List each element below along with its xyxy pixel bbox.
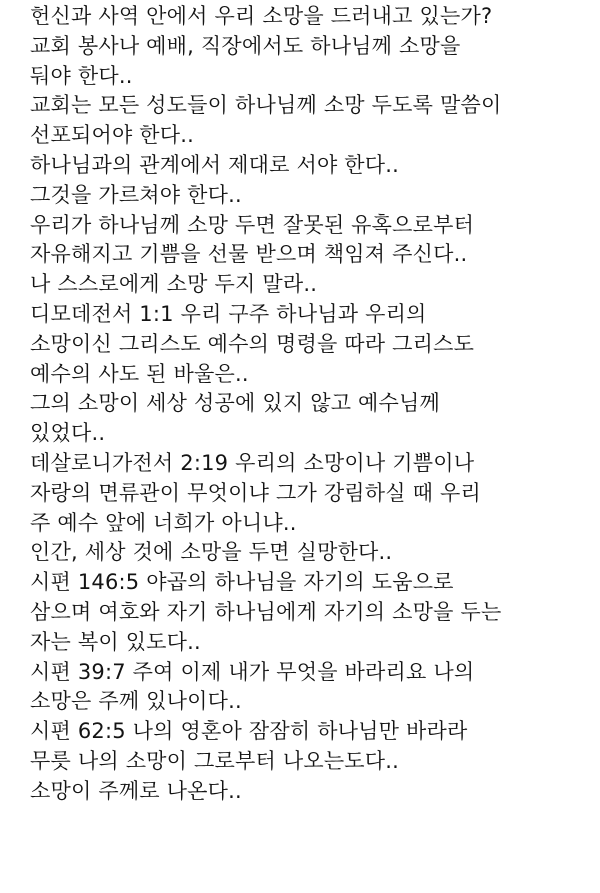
text-line: 우리가 하나님께 소망 두면 잘못된 유혹으로부터 — [30, 212, 475, 237]
text-line: 소망이신 그리스도 예수의 명령을 따라 그리스도 — [30, 331, 475, 356]
text-line: 자유해지고 기쁨을 선물 받으며 책임져 주신다.. — [30, 242, 468, 267]
text-line: 시편 39:7 주여 이제 내가 무엇을 바라리요 나의 — [30, 659, 475, 684]
text-line: 그의 소망이 세상 성공에 있지 않고 예수님께 — [30, 391, 440, 416]
text-line: 무릇 나의 소망이 그로부터 나오는도다.. — [30, 748, 400, 773]
text-line: 둬야 한다.. — [30, 63, 133, 88]
text-line: 디모데전서 1:1 우리 구주 하나님과 우리의 — [30, 301, 427, 326]
text-line: 있었다.. — [30, 421, 106, 446]
text-line: 하나님과의 관계에서 제대로 서야 한다.. — [30, 152, 400, 177]
text-line: 예수의 사도 된 바울은.. — [30, 361, 249, 386]
text-line: 소망이 주께로 나온다.. — [30, 778, 242, 803]
text-line: 자는 복이 있도다.. — [30, 629, 201, 654]
text-line: 인간, 세상 것에 소망을 두면 실망한다.. — [30, 540, 393, 565]
text-block — [30, 2, 595, 807]
text-line: 삼으며 여호와 자기 하나님에게 자기의 소망을 두는 — [30, 599, 502, 624]
text-line: 주 예수 앞에 너희가 아니냐.. — [30, 510, 297, 535]
text-line: 교회 봉사나 예배, 직장에서도 하나님께 소망을 — [30, 33, 461, 58]
text-line: 그것을 가르쳐야 한다.. — [30, 182, 242, 207]
text-line: 소망은 주께 있나이다.. — [30, 689, 242, 714]
text-line: 시편 62:5 나의 영혼아 잠잠히 하나님만 바라라 — [30, 719, 468, 744]
text-line: 교회는 모든 성도들이 하나님께 소망 두도록 말씀이 — [30, 93, 502, 118]
text-line: 나 스스로에게 소망 두지 말라.. — [30, 272, 318, 297]
text-line: 시편 146:5 야곱의 하나님을 자기의 도움으로 — [30, 570, 454, 595]
text-line: 자랑의 면류관이 무엇이냐 그가 강림하실 때 우리 — [30, 480, 481, 505]
text-line: 데살로니가전서 2:19 우리의 소망이나 기쁨이나 — [30, 450, 475, 475]
text-line: 헌신과 사역 안에서 우리 소망을 드러내고 있는가? — [30, 4, 493, 28]
text-line: 선포되어야 한다.. — [30, 123, 195, 148]
